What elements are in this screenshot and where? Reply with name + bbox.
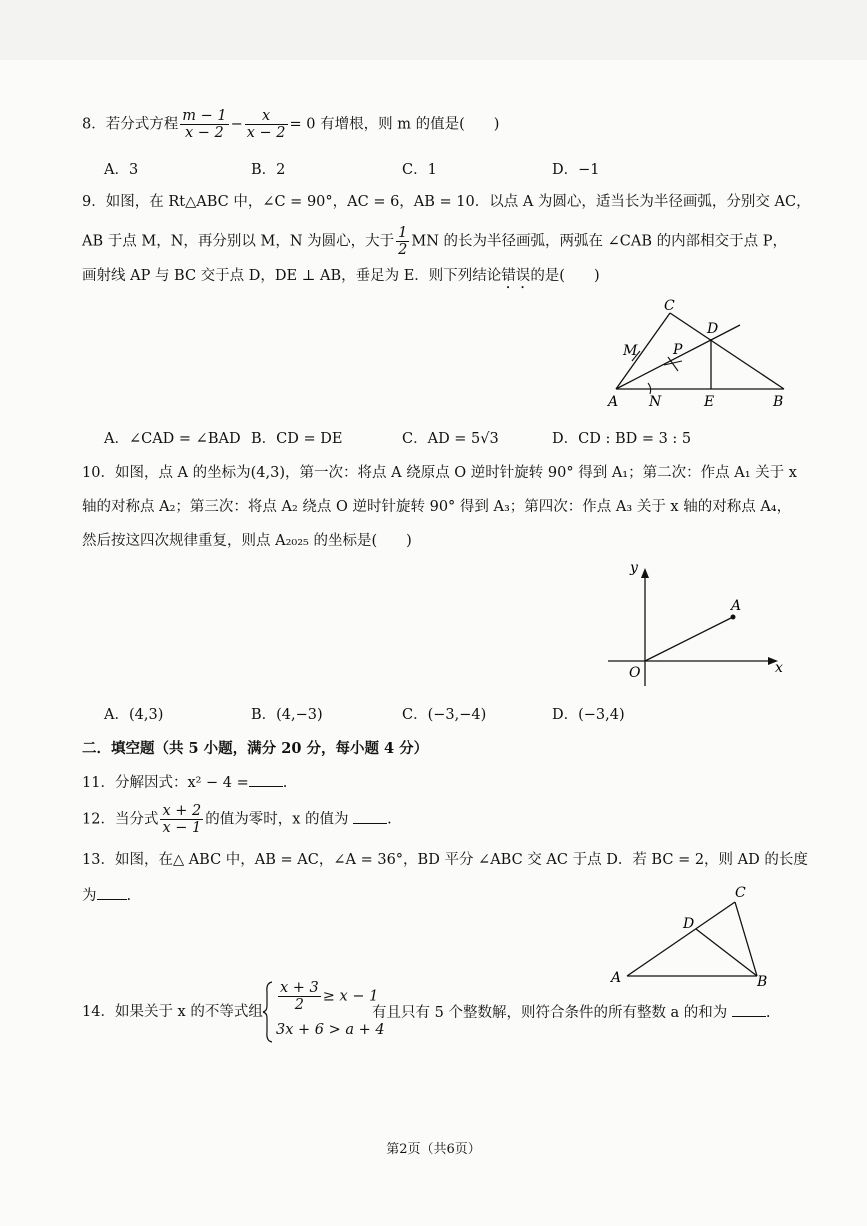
q13-stem-line-1: 13．如图，在△ ABC 中，AB = AC，∠A = 36°，BD 平分 ∠ABC 交 AC 于点 D．若 BC = 2，则 AD 的长度 xyxy=(82,852,808,868)
q14-stem-prefix: 14．如果关于 x 的不等式组 xyxy=(82,1004,263,1020)
q9-stem-line-1: 9．如图，在 Rt△ABC 中，∠C = 90°，AC = 6，AB = 10．以点 A 为圆心，适当长为半径画弧，分别交 AC， xyxy=(82,194,811,210)
q9-option-c: C．AD = 5√3 xyxy=(402,431,499,447)
q11-stem: 11．分解因式：x² − 4 = . xyxy=(82,772,287,793)
q9-stem-line-2: AB 于点 M，N，再分别以 M，N 为圆心，大于 $\frac{1}{2}$ MN 的长为半径画弧，两弧在 ∠CAB 的内部相交于点 P， xyxy=(82,225,787,258)
q10-label-A: A xyxy=(731,598,742,614)
q12-stem: 12．当分式 $\frac{x + 2}{x - 1}$ 的值为零时，x 的值为 . xyxy=(82,803,392,836)
page-footer: 第2页（共6页） xyxy=(386,1142,481,1157)
q10-stem-line-2: 轴的对称点 A₂；第三次：将点 A₂ 绕点 O 逆时针旋转 90° 得到 A₃；第四次：作点 A₃ 关于 x 轴的对称点 A₄， xyxy=(82,499,792,515)
q8-fraction-2: $\frac{x}{x - 2}$ xyxy=(246,108,286,141)
section-heading-fill-in: 二．填空题（共 5 小题，满分 20 分，每小题 4 分） xyxy=(82,740,429,757)
q13-label-C: C xyxy=(735,885,746,901)
q10-label-x: x xyxy=(775,660,783,676)
q8-option-a: A．3 xyxy=(104,162,139,178)
q9-label-B: B xyxy=(773,394,784,410)
q8-fraction-1: $\frac{m - 1}{x - 2}$ xyxy=(182,108,227,141)
q14-inequality-1: $\frac{x + 3}{2}$ ≥ x − 1 xyxy=(280,980,379,1013)
q10-coordinate-figure xyxy=(600,560,800,690)
q10-option-d: D．(−3,4) xyxy=(552,707,625,723)
q14-answer-blank xyxy=(732,1002,766,1017)
q9-half-fraction: $\frac{1}{2}$ xyxy=(398,225,408,258)
q9-label-C: C xyxy=(664,298,675,314)
q13-answer-blank xyxy=(97,885,127,900)
q8-option-b: B．2 xyxy=(251,162,286,178)
q10-label-O: O xyxy=(629,665,641,681)
q8-option-d: D．−1 xyxy=(552,162,600,178)
q9-option-b: B．CD = DE xyxy=(251,431,343,447)
q12-fraction: $\frac{x + 2}{x - 1}$ xyxy=(162,803,202,836)
q9-label-A: A xyxy=(608,394,619,410)
q9-label-P: P xyxy=(673,342,683,358)
q13-stem-line-2: 为 . xyxy=(82,885,131,906)
q14-left-brace xyxy=(262,980,274,1044)
q11-answer-blank xyxy=(249,772,283,787)
q9-label-E: E xyxy=(704,394,715,410)
q10-stem-line-1: 10．如图，点 A 的坐标为(4,3)，第一次：将点 A 绕原点 O 逆时针旋转 90° 得到 A₁；第二次：作点 A₁ 关于 x xyxy=(82,465,797,481)
q9-triangle-figure xyxy=(600,295,800,415)
q14-inequality-system xyxy=(262,980,385,1046)
q9-option-d: D．CD : BD = 3 : 5 xyxy=(552,431,692,447)
q13-label-A: A xyxy=(611,970,622,986)
q14-stem-suffix: 有且只有 5 个整数解，则符合条件的所有整数 a 的和为 . xyxy=(372,1002,771,1023)
q9-label-N: N xyxy=(649,394,662,410)
q10-label-y: y xyxy=(630,560,638,576)
q9-stem-line-3: 画射线 AP 与 BC 交于点 D，DE ⊥ AB，垂足为 E．则下列结论错误的是( ) xyxy=(82,268,600,284)
q14-inequality-2: 3x + 6 > a + 4 xyxy=(276,1022,385,1038)
q8-stem: 8．若分式方程 $\frac{m - 1}{x - 2}$ − $\frac{x}{x - 2}$ = 0 有增根，则 m 的值是( ) xyxy=(82,108,500,141)
q10-option-b: B．(4,−3) xyxy=(251,707,323,723)
q13-label-D: D xyxy=(683,916,695,932)
q10-option-a: A．(4,3) xyxy=(104,707,164,723)
q10-stem-line-3: 然后按这四次规律重复，则点 A₂₀₂₅ 的坐标是( ) xyxy=(82,533,412,549)
q9-option-a: A．∠CAD = ∠BAD xyxy=(104,431,241,447)
q10-option-c: C．(−3,−4) xyxy=(402,707,487,723)
q13-label-B: B xyxy=(757,974,768,990)
q9-label-M: M xyxy=(623,343,638,359)
q8-option-c: C．1 xyxy=(402,162,437,178)
q9-label-D: D xyxy=(707,321,719,337)
q9-emphasis-wrong: 错误 xyxy=(501,268,531,284)
q13-triangle-figure xyxy=(605,880,785,992)
q12-answer-blank xyxy=(353,809,387,824)
